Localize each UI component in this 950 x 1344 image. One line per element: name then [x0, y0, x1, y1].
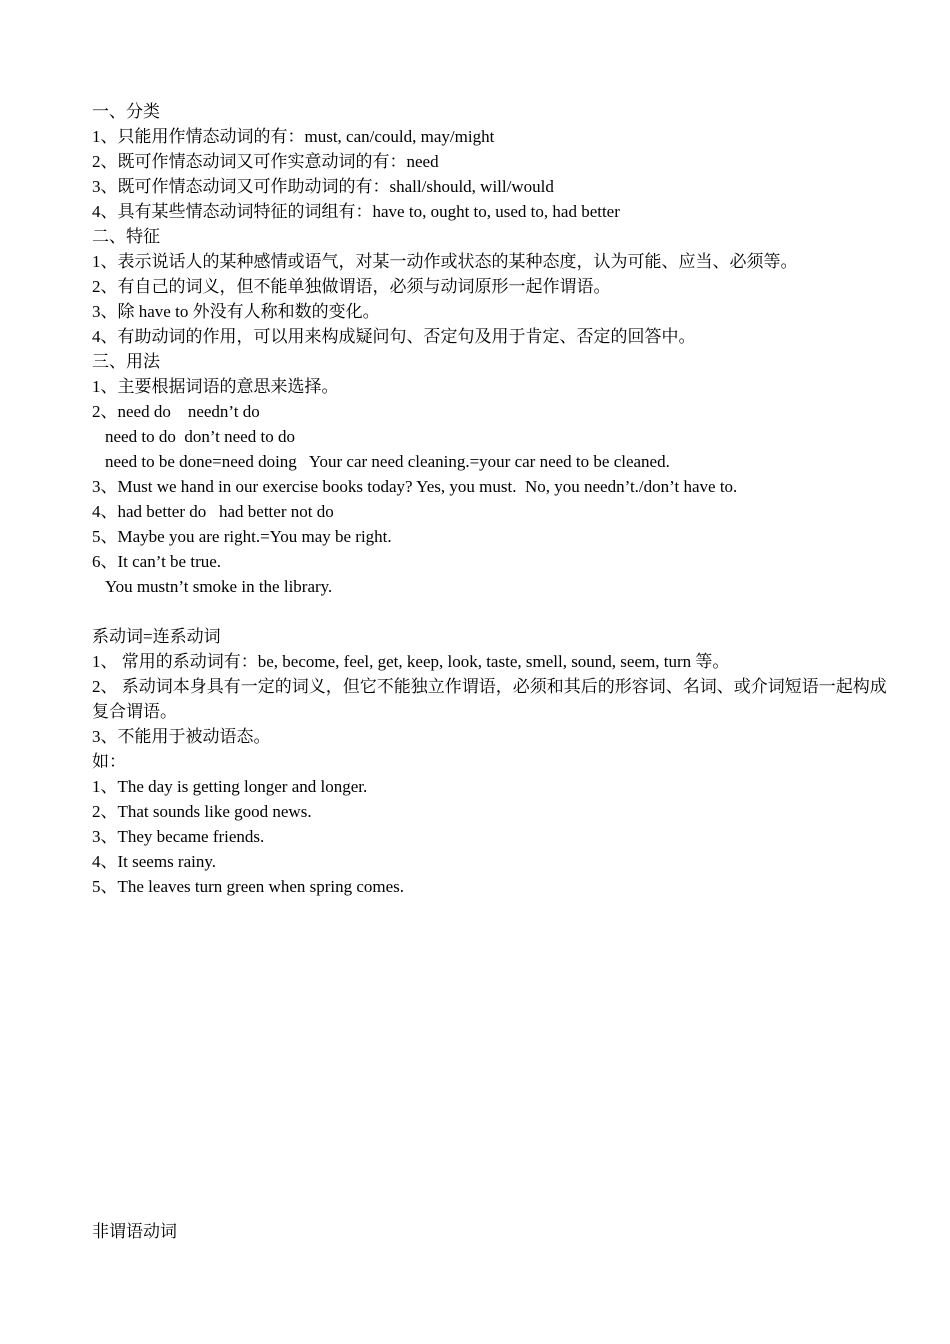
example-item: 4、It seems rainy.	[92, 852, 217, 871]
list-item: 1、 常用的系动词有：be, become, feel, get, keep, look, taste, smell, sound, seem, turn 等。	[92, 652, 730, 671]
list-item: 4、具有某些情态动词特征的词组有：have to, ought to, used to, had better	[92, 202, 620, 221]
list-item: 2、有自己的词义，但不能单独做谓语，必须与动词原形一起作谓语。	[92, 277, 611, 296]
list-item: 3、不能用于被动语态。	[92, 727, 271, 746]
list-item: 3、除 have to 外没有人称和数的变化。	[92, 302, 380, 321]
list-item: 1、主要根据词语的意思来选择。	[92, 377, 339, 396]
list-item: 2、need do needn’t do	[92, 402, 260, 421]
example-item: 2、That sounds like good news.	[92, 802, 312, 821]
list-item: 3、既可作情态动词又可作助动词的有：shall/should, will/would	[92, 177, 554, 196]
list-subitem: need to do don’t need to do	[105, 427, 295, 446]
example-item: 3、They became friends.	[92, 827, 265, 846]
list-item: 4、有助动词的作用，可以用来构成疑问句、否定句及用于肯定、否定的回答中。	[92, 327, 696, 346]
list-subitem: need to be done=need doing Your car need cleaning.=your car need to be cleaned.	[105, 452, 670, 471]
list-item: 1、表示说话人的某种感情或语气，对某一动作或状态的某种态度，认为可能、应当、必须等。	[92, 252, 798, 271]
section-heading-features: 二、特征	[92, 227, 160, 246]
section-heading-linking-verbs: 系动词=连系动词	[92, 627, 221, 646]
example-item: 5、The leaves turn green when spring comes.	[92, 877, 405, 896]
list-item: 1、只能用作情态动词的有：must, can/could, may/might	[92, 127, 495, 146]
list-item: 4、had better do had better not do	[92, 502, 334, 521]
list-item: 3、Must we hand in our exercise books today? Yes, you must. No, you needn’t./don’t have to.	[92, 477, 738, 496]
blank-line	[92, 599, 892, 624]
examples-label: 如：	[92, 752, 126, 771]
example-item: 1、The day is getting longer and longer.	[92, 777, 368, 796]
list-item: 5、Maybe you are right.=You may be right.	[92, 527, 392, 546]
list-item: 2、 系动词本身具有一定的词义，但它不能独立作谓语，必须和其后的形容词、名词、或介词短语一起构成复合谓语。	[92, 677, 887, 721]
section-heading-usage: 三、用法	[92, 352, 160, 371]
list-subitem: You mustn’t smoke in the library.	[105, 577, 333, 596]
document-body	[92, 99, 892, 899]
list-item: 2、既可作情态动词又可作实意动词的有：need	[92, 152, 439, 171]
section-heading-non-finite-verbs: 非谓语动词	[92, 1222, 177, 1241]
section-heading-classification: 一、分类	[92, 102, 160, 121]
list-item: 6、It can’t be true.	[92, 552, 222, 571]
